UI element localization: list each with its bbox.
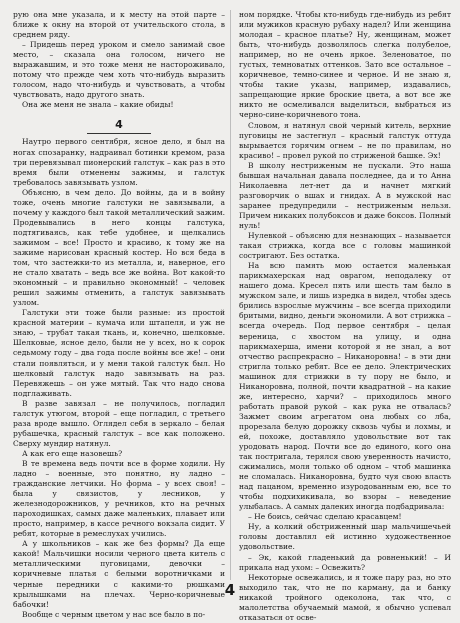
- paragraph: Наутро первого сентября, ясное дело, я был на ногах спозаранку, надраивал ботинки кремом, раза три перевязывал пионерский галстук – как раз в это время были отменены зажимы, и галстук требовалось завязывать узлом.: [13, 137, 225, 187]
- paragraph: Вообще с черным цветом у нас все было в по-: [22, 609, 206, 619]
- paragraph: – Придешь перед уроком и смело занимай свое место, – сказала она голосом, ничего не выражавшим, и это тоже меня не настороживало, потому что прежде чем хоть что-нибудь выразить голосом, надо что-нибудь и чувствовать, а чтобы чувствовать, надо другого знать.: [13, 40, 225, 100]
- paragraph: В школу нестриженым не пускали. Это наша бывшая начальная давала последнее, да и то Анна Николаевна лет-нет да и начнет мягкий разговорчик о вшах и гнидах. А в мужской нас заранее предупредили – нестриженым нельзя. Причем никаких полубоксов и даже боксов. Полный нуль!: [239, 160, 451, 230]
- paragraph: На всю память мою остается маленькая парикмахерская над оврагом, неподалеку от нашего дома. Кресел пять или шесть там было в мужском зале, и лишь изредка в видел, чтобы здесь брились взрослые мужчины – все всегда приходили бритыми, видно, деньги экономили. А вот стрижка – всегда очередь. Под первое сентября – целая вереница, с хвостом на улицу, и одна парикмахерша, имени которой я не знал, а вот отчество распрекрасно – Никаноровна! – в эти дни стригла только ребят. Все ее дело. Электрических машинок для стрижки в ту пору не было, и Никаноровна, полной, почти квадратной – на какие же, интересно, харчи? – приходилось много работать правой рукой – как рука не отвалась? Зажмет своим агрегатом она любых со лба, прорезала белую дорожку сквозь чубы и лохмы, и ей, похоже, доставляло удовольствие вот так уродовать народ. Почти все до единого, кого она так постригала, терялся свою уверенность начисто, сжимались, моля только об одном – чтоб машинка не сломалась. Никаноровна, будто чуя свою власть над пацаном, временно изуродованным ею, все то чтобы подхихикивала, во взоры – неведение улыбалась. А самых далеких иногда подбадривала:: [239, 261, 451, 512]
- paragraph: В разве завязал – не получилось, погладил галстук утюгом, второй – еще погладил, с третьего раза вроде вышло. Оглядел себя в зеркало – белая рубашечка, красный галстук – все как положено. Сверху мундир натянул.: [13, 398, 225, 448]
- paragraph: Нулевкой – объясню для незнающих – называется такая стрижка, когда все с головы машинкой состригают. Без остатка.: [239, 231, 451, 261]
- right-column: [239, 10, 451, 622]
- paragraph: – Не боись, сейчас сделаю красавцем!: [248, 512, 402, 522]
- paragraph: – Эк, какой гладенький да ровненький! – И прикала над ухом: – Освежить?: [239, 552, 451, 572]
- chapter-heading: [13, 113, 225, 134]
- paragraph: Словом, я натянул свой черный китель, верхние пуговицы не застегнул – красный галстук оттуда вырывается горячим огнем – не по правилам, но красиво! – провел рукой по стриженой башке. Эх!: [239, 120, 451, 160]
- paragraph: Объясню, в чем дело. До войны, да и в войну тоже, очень многие галстуки не завязывали, а почему у каждого был такой металлический зажим. Продевывались в него концы галстука, подтягиваясь, как тебе удобнее, и щелкались зажимом – все! Просто и красиво, к тому же на зажиме нарисован красный костер. Но вся беда в том, что застежки-то из металла, и, наверное, его не стало хватать – ведь все же война. Вот какой-то экономный – и правильно экономный! – человек решил зажимы отменить, а галстук завязывать узлом.: [13, 187, 225, 308]
- chapter-rule: [87, 133, 151, 134]
- paragraph: А у школьников – как же без формы? Да еще какой! Мальчишки носили черного цвета китель с металлическими пуговицами, девочки – коричневые платья с белыми воротничками и черные передники с какими-то рюшками крылышками на плечах. Черно-коричневые бабочки!: [13, 539, 225, 609]
- paragraph: Галстуки эти тоже были разные: из простой красной материи – кумача или штапеля, и уж не знаю, – трубат такая ткань, и, конечно, шелковые. Шелковые, ясное дело, были не у всех, но к сорок седьмому году – два года после войны все же! – они стали появляться, и у меня такой галстук был. Но шелковый галстук надо завязывать на раз. Перевяжешь – он уже мятый. Так что надо снова подглаживать.: [13, 308, 225, 398]
- paragraph: рую она мне указала, и к месту на этой парте – ближе к окну на второй от учительского стола, в среднем ряду.: [13, 10, 225, 40]
- paragraph: А как его еще назовешь?: [22, 448, 123, 458]
- page-number: 4: [224, 581, 236, 599]
- paragraph: Некоторые освежались, и я тоже пару раз, но это выходило так, что не по карману, да и банку никакой тройного одеколона, так что, с малолетства обучаемый мамой, я обычно успевал отказаться от осве-: [239, 572, 451, 622]
- paragraph: В те времена ведь почти все в форме ходили. Ну ладно – военные, это понятно, ну ладно – гражданские летчики. Но форма – у всех своя! – была у связистов, у лесников, у железнодорожников, у речников, кто на речных пароходишках, самых даже маленьких, плавает или просто, например, в кассе речного вокзала сидит. У ребят, которые в ремеслухах учились.: [13, 458, 225, 539]
- paragraph: Она же меня не знала – какие обиды!: [22, 100, 174, 110]
- chapter-number: 4: [115, 118, 123, 132]
- paragraph: ном порядке. Чтобы кто-нибудь где-нибудь из ребят или мужиков красную рубаху надел? Или женщина молодая – красное платье? Ну, женщинам, может быть, что-нибудь дозволялось слегка полубелое, например, но не очень яркое. Зеленоватое, по густых, темноватых оттенков. Зато все остальное – коричневое, темно-синее и черное. И не знаю я, чтобы такие указы, например, издавались, запрещающие яркие броские цвета, а вот все же никто не осмеливался выделиться, выбраться из черно-сине-коричневого тона.: [239, 10, 451, 120]
- paragraph: Ну, а колкий обстриженный шар мальчишечьей головы доставлял ей истинно художественное удовольствие.: [239, 522, 451, 552]
- left-column: [13, 10, 225, 619]
- column-divider: [230, 10, 231, 580]
